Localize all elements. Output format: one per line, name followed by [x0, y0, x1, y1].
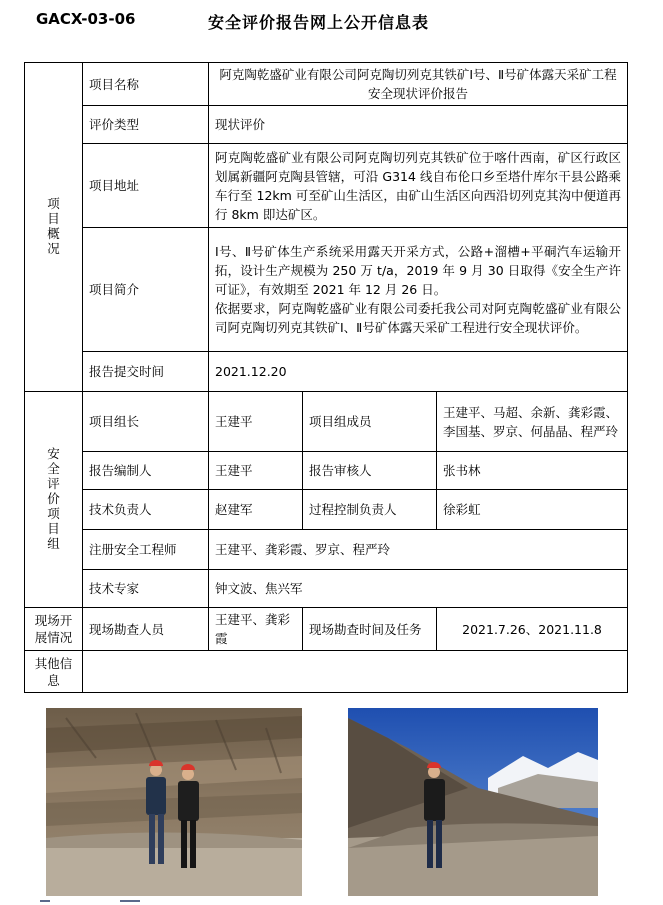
tech-lead-value: 赵建军 — [209, 490, 303, 530]
intro-paragraph-1: Ⅰ号、Ⅱ号矿体生产系统采用露天开采方式，公路+溜槽+平硐汽车运输开拓，设计生产规模为 250 万 t/a，2019 年 9 月 30 日取得《安全生产许可证》，有效期至 2021 年 12 月 26 日。 — [215, 244, 622, 297]
table-row — [25, 392, 628, 452]
site-photo-quarry-image — [46, 708, 302, 896]
engineer-value: 王建平、龚彩霞、罗京、程严玲 — [209, 530, 628, 570]
project-address-value: 阿克陶乾盛矿业有限公司阿克陶切列克其铁矿位于喀什西南，矿区行政区划属新疆阿克陶县管辖，可沿 G314 线自布伦口乡至塔什库尔干县公路乘车行至 12km 可至矿山生活区，由矿山生活区向西沿切列克其沟中便道再行 8km 即达矿区。 — [209, 144, 628, 228]
table-row — [25, 63, 628, 106]
project-intro-label: 项目简介 — [83, 228, 209, 352]
engineer-label: 注册安全工程师 — [83, 530, 209, 570]
footer-mark — [120, 900, 140, 902]
overview-section-label: 项目概况 — [25, 63, 83, 392]
table-row — [25, 490, 628, 530]
site-photo-mountain — [348, 708, 598, 896]
document-code: GACX-03-06 — [36, 10, 136, 28]
table-row — [25, 452, 628, 490]
submit-time-label: 报告提交时间 — [83, 352, 209, 392]
page-title: 安全评价报告网上公开信息表 — [208, 13, 430, 32]
reviewer-label: 报告审核人 — [303, 452, 437, 490]
project-name-value: 阿克陶乾盛矿业有限公司阿克陶切列克其铁矿Ⅰ号、Ⅱ号矿体露天采矿工程安全现状评价报告 — [209, 63, 628, 106]
info-table — [24, 62, 628, 693]
members-label: 项目组成员 — [303, 392, 437, 452]
table-row — [25, 608, 628, 651]
footer-mark — [40, 900, 50, 902]
eval-type-label: 评价类型 — [83, 106, 209, 144]
project-name-label: 项目名称 — [83, 63, 209, 106]
table-row — [25, 106, 628, 144]
process-control-label: 过程控制负责人 — [303, 490, 437, 530]
eval-type-value: 现状评价 — [209, 106, 628, 144]
expert-label: 技术专家 — [83, 570, 209, 608]
intro-paragraph-2: 依据要求，阿克陶乾盛矿业有限公司委托我公司对阿克陶乾盛矿业有限公司阿克陶切列克其铁矿Ⅰ、Ⅱ号矿体露天采矿工程进行安全现状评价。 — [215, 301, 622, 335]
site-staff-label: 现场勘查人员 — [83, 608, 209, 651]
site-photo-mountain-image — [348, 708, 598, 896]
other-info-value — [83, 651, 628, 693]
members-value: 王建平、马超、余新、龚彩霞、李国基、罗京、何晶晶、程严玲 — [437, 392, 628, 452]
expert-value: 钟文波、焦兴军 — [209, 570, 628, 608]
table-row — [25, 144, 628, 228]
table-row — [25, 570, 628, 608]
author-label: 报告编制人 — [83, 452, 209, 490]
submit-time-value: 2021.12.20 — [209, 352, 628, 392]
project-intro-value — [209, 228, 628, 352]
site-section-label: 现场开展情况 — [25, 608, 83, 651]
leader-value: 王建平 — [209, 392, 303, 452]
table-row — [25, 228, 628, 352]
tech-lead-label: 技术负责人 — [83, 490, 209, 530]
leader-label: 项目组长 — [83, 392, 209, 452]
process-control-value: 徐彩虹 — [437, 490, 628, 530]
other-info-label: 其他信息 — [25, 651, 83, 693]
reviewer-value: 张书林 — [437, 452, 628, 490]
site-time-value: 2021.7.26、2021.11.8 — [437, 608, 628, 651]
site-photo-quarry — [46, 708, 302, 896]
author-value: 王建平 — [209, 452, 303, 490]
project-address-label: 项目地址 — [83, 144, 209, 228]
table-row — [25, 352, 628, 392]
table-row — [25, 530, 628, 570]
table-row — [25, 651, 628, 693]
site-time-label: 现场勘查时间及任务 — [303, 608, 437, 651]
site-staff-value: 王建平、龚彩霞 — [209, 608, 303, 651]
team-section-label: 安全评价项目组 — [25, 392, 83, 608]
